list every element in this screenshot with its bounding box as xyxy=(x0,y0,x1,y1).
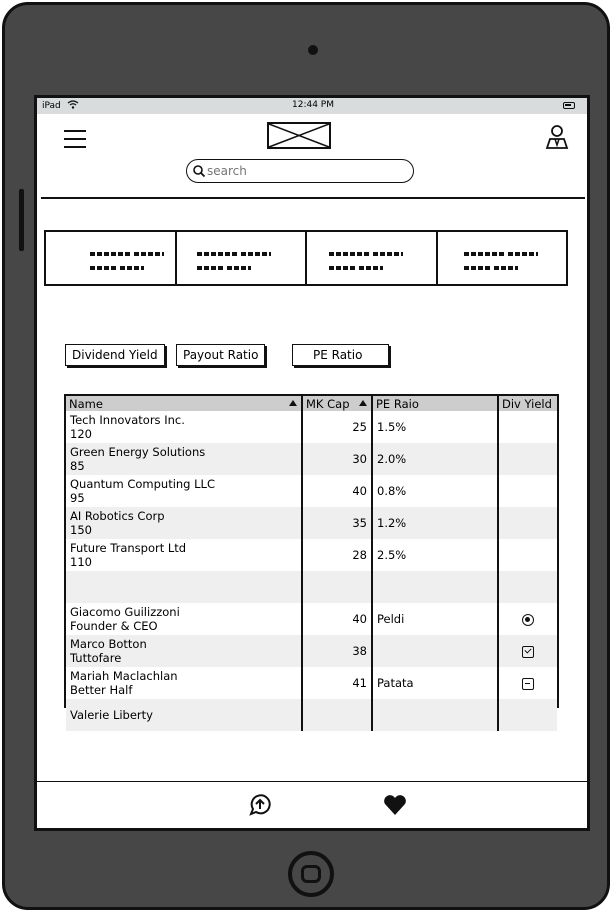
placeholder-text xyxy=(227,266,251,270)
cell-cap xyxy=(302,699,372,731)
cell-name xyxy=(66,443,302,475)
placeholder-text xyxy=(134,252,164,256)
table-header xyxy=(66,396,557,411)
cell-div xyxy=(498,667,557,699)
row-subtitle: 95 xyxy=(70,491,85,505)
search-icon xyxy=(192,164,206,178)
table-row[interactable] xyxy=(66,411,557,443)
status-bar xyxy=(37,98,587,114)
placeholder-text xyxy=(90,252,130,256)
cell-pe: 0.8% xyxy=(372,475,498,507)
column-header-div[interactable] xyxy=(498,396,557,411)
placeholder-text xyxy=(464,252,504,256)
cell-pe: 1.2% xyxy=(372,507,498,539)
row-title: Future Transport Ltd xyxy=(70,541,187,555)
summary-card[interactable] xyxy=(177,232,308,284)
cell-div xyxy=(498,699,557,731)
cell-div xyxy=(498,539,557,571)
cell-cap: 30 xyxy=(302,443,372,475)
battery-icon xyxy=(563,102,575,109)
column-label: Name xyxy=(69,396,103,411)
cell-cap: 28 xyxy=(302,539,372,571)
pe-ratio-button[interactable]: PE Ratio xyxy=(292,344,389,366)
cell-div xyxy=(498,603,557,635)
table-row[interactable] xyxy=(66,571,557,603)
payout-ratio-button[interactable]: Payout Ratio xyxy=(176,344,265,366)
hamburger-icon[interactable] xyxy=(64,130,86,150)
table-row[interactable] xyxy=(66,603,557,635)
screen xyxy=(34,95,590,831)
table-row[interactable] xyxy=(66,443,557,475)
placeholder-text xyxy=(508,252,538,256)
row-subtitle: 110 xyxy=(70,555,92,569)
placeholder-text xyxy=(197,266,223,270)
status-time: 12:44 PM xyxy=(292,100,334,110)
cell-cap: 40 xyxy=(302,475,372,507)
checkbox-checked-icon[interactable] xyxy=(522,646,534,658)
search-box[interactable] xyxy=(186,159,414,183)
sort-asc-icon[interactable] xyxy=(289,400,297,406)
placeholder-text xyxy=(241,252,271,256)
carrier-label: iPad xyxy=(42,101,61,111)
summary-cards xyxy=(44,230,568,286)
table-row[interactable] xyxy=(66,507,557,539)
row-title: Green Energy Solutions xyxy=(70,445,206,459)
row-subtitle: Better Half xyxy=(70,683,133,697)
cell-div xyxy=(498,571,557,603)
cell-name xyxy=(66,667,302,699)
placeholder-text xyxy=(359,266,383,270)
table-row[interactable] xyxy=(66,539,557,571)
cell-pe: 1.5% xyxy=(372,411,498,443)
cell-pe xyxy=(372,571,498,603)
header-divider xyxy=(41,197,585,199)
summary-card[interactable] xyxy=(307,232,438,284)
table-row[interactable] xyxy=(66,699,557,731)
cell-cap: 35 xyxy=(302,507,372,539)
row-subtitle: 150 xyxy=(70,523,92,537)
placeholder-text xyxy=(120,266,144,270)
cell-cap: 38 xyxy=(302,635,372,667)
column-label: MK Cap xyxy=(306,396,350,411)
bottom-nav xyxy=(37,781,587,832)
row-title: Giacomo Guilizzoni xyxy=(70,605,180,619)
row-title: Quantum Computing LLC xyxy=(70,477,215,491)
cell-name xyxy=(66,539,302,571)
image-placeholder-icon xyxy=(267,122,331,149)
cell-pe xyxy=(372,635,498,667)
placeholder-text xyxy=(329,266,355,270)
column-header-name[interactable] xyxy=(66,396,302,411)
summary-card[interactable] xyxy=(46,232,177,284)
row-subtitle: Founder & CEO xyxy=(70,619,158,633)
cell-div xyxy=(498,635,557,667)
cell-cap xyxy=(302,571,372,603)
cell-pe: Peldi xyxy=(372,603,498,635)
summary-card[interactable] xyxy=(438,232,567,284)
cell-cap: 40 xyxy=(302,603,372,635)
cell-name xyxy=(66,699,302,731)
cell-div xyxy=(498,443,557,475)
dividend-yield-button[interactable]: Dividend Yield xyxy=(65,344,165,366)
camera xyxy=(308,45,318,55)
user-icon[interactable] xyxy=(545,124,569,150)
row-title: Tech Innovators Inc. xyxy=(70,413,185,427)
side-button xyxy=(19,189,24,251)
row-title: Valerie Liberty xyxy=(70,708,153,722)
placeholder-text xyxy=(90,266,116,270)
table-row[interactable] xyxy=(66,667,557,699)
cell-div xyxy=(498,507,557,539)
placeholder-text xyxy=(197,252,237,256)
wifi-icon xyxy=(67,100,79,109)
column-label: Div Yield xyxy=(502,396,552,411)
radio-selected-icon[interactable] xyxy=(522,614,534,626)
cell-pe xyxy=(372,699,498,731)
row-title: Marco Botton xyxy=(70,637,147,651)
ipad-frame xyxy=(2,2,610,910)
placeholder-text xyxy=(329,252,369,256)
cell-pe: 2.5% xyxy=(372,539,498,571)
cell-div xyxy=(498,475,557,507)
row-title: AI Robotics Corp xyxy=(70,509,165,523)
placeholder-text xyxy=(373,252,403,256)
checkbox-indeterminate-icon[interactable] xyxy=(522,678,534,690)
cell-name xyxy=(66,411,302,443)
row-subtitle: Tuttofare xyxy=(70,651,122,665)
column-label: PE Raio xyxy=(376,396,419,411)
status-carrier xyxy=(42,100,79,111)
search-input[interactable] xyxy=(207,162,397,180)
cell-name xyxy=(66,603,302,635)
sort-asc-icon[interactable] xyxy=(359,400,367,406)
cell-name xyxy=(66,475,302,507)
heart-icon[interactable] xyxy=(382,792,408,818)
cell-cap: 25 xyxy=(302,411,372,443)
column-header-cap[interactable] xyxy=(302,396,372,411)
row-subtitle: 120 xyxy=(70,427,92,441)
stock-table xyxy=(64,394,559,722)
row-subtitle: 85 xyxy=(70,459,85,473)
column-header-pe[interactable] xyxy=(372,396,498,411)
cell-name xyxy=(66,571,302,603)
cell-name xyxy=(66,507,302,539)
cell-name xyxy=(66,635,302,667)
cell-pe: 2.0% xyxy=(372,443,498,475)
cell-div xyxy=(498,411,557,443)
home-button[interactable] xyxy=(288,851,334,897)
cell-pe: Patata xyxy=(372,667,498,699)
cell-cap: 41 xyxy=(302,667,372,699)
placeholder-text xyxy=(494,266,518,270)
placeholder-text xyxy=(464,266,490,270)
table-row[interactable] xyxy=(66,635,557,667)
table-row[interactable] xyxy=(66,475,557,507)
row-title: Mariah Maclachlan xyxy=(70,669,178,683)
upload-icon[interactable] xyxy=(247,792,273,818)
